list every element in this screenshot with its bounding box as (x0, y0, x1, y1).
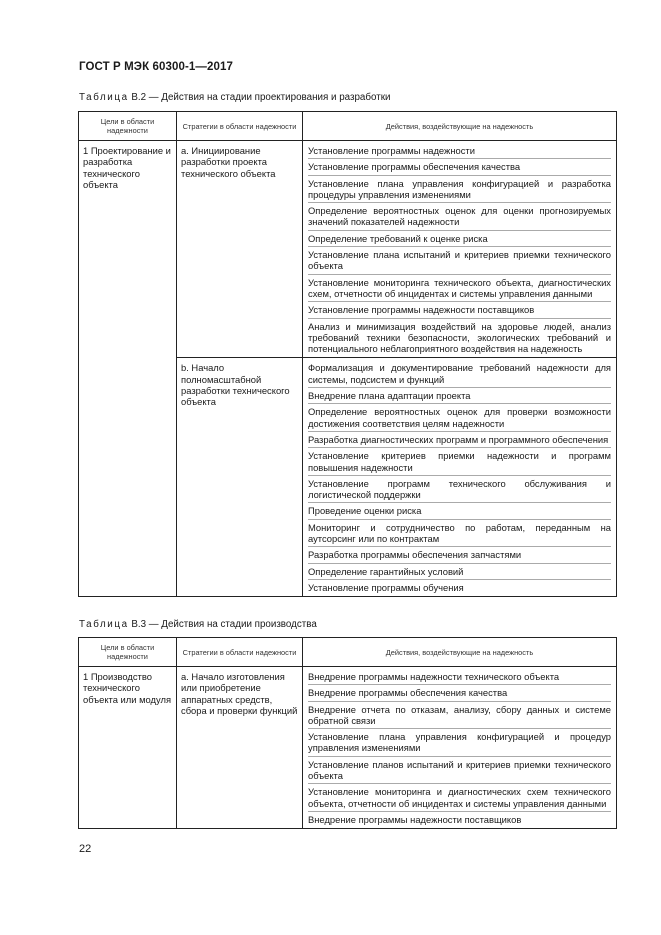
action-item: Установление программ технического обслуживания и логистической поддержки (308, 476, 611, 504)
document-header: ГОСТ Р МЭК 60300-1—2017 (79, 61, 233, 73)
strategy-cell: a. Начало изготовления или приобретение аппаратных средств, сбора и проверки функций (177, 667, 303, 829)
action-item: Внедрение программы надежности поставщиков (308, 813, 522, 825)
column-header-actions: Действия, воздействующие на надежность (303, 112, 617, 141)
column-header-goals: Цели в области надежности (79, 112, 177, 141)
caption-word: Таблица (79, 619, 129, 630)
action-item: Установление критериев приемки надежности и программ повышения надежности (308, 448, 611, 476)
table-b2-caption (79, 92, 390, 103)
caption-word: Таблица (79, 92, 129, 103)
action-item: Установление мониторинга технического объекта, диагностических схем, отчетности об инцидентах и системы управления данными (308, 275, 611, 303)
action-item: Мониторинг и сотрудничество по работам, переданным на аутсорсинг или по контрактам (308, 520, 611, 548)
action-item: Внедрение плана адаптации проекта (308, 388, 611, 404)
action-item: Установление программы надежности (308, 143, 611, 159)
action-item: Определение требований к оценке риска (308, 231, 611, 247)
actions-cell (303, 358, 617, 597)
action-item: Внедрение программы обеспечения качества (308, 685, 611, 701)
column-header-actions: Действия, воздействующие на надежность (303, 638, 617, 667)
goal-cell: 1 Производство технического объекта или модуля (79, 667, 177, 829)
action-item: Внедрение программы надежности технического объекта (308, 669, 611, 685)
goal-cell: 1 Проектирование и разработка технического объекта (79, 141, 177, 597)
action-item: Разработка диагностических программ и программного обеспечения (308, 432, 611, 448)
action-item: Установление мониторинга и диагностических схем технического объекта, отчетности об инцидентах и системы управления данными (308, 784, 611, 812)
actions-cell (303, 141, 617, 358)
action-item: Определение гарантийных условий (308, 564, 611, 580)
action-item: Установление плана управления конфигурацией и процедур управления изменениями (308, 729, 611, 757)
column-header-strategies: Стратегии в области надежности (177, 638, 303, 667)
column-header-strategies: Стратегии в области надежности (177, 112, 303, 141)
action-item: Формализация и документирование требований надежности для системы, подсистем и функций (308, 360, 611, 388)
action-item: Установление плана испытаний и критериев приемки технического объекта (308, 247, 611, 275)
page-number: 22 (79, 843, 92, 855)
action-item: Определение вероятностных оценок для проверки возможности достижения соответствия целям надежности (308, 404, 611, 432)
strategy-cell: b. Начало полномасштабной разработки технического объекта (177, 358, 303, 597)
action-item: Разработка программы обеспечения запчастями (308, 547, 611, 563)
caption-text: В.2 — Действия на стадии проектирования и разработки (131, 92, 391, 103)
action-item: Проведение оценки риска (308, 503, 611, 519)
caption-text: В.3 — Действия на стадии производства (131, 619, 317, 630)
action-item: Установление программы надежности поставщиков (308, 302, 611, 318)
actions-cell (303, 667, 617, 829)
table-b2 (78, 111, 617, 597)
action-item: Установление программы обучения (308, 581, 464, 593)
action-item: Установление программы обеспечения качества (308, 159, 611, 175)
strategy-cell: a. Инициирование разработки проекта технического объекта (177, 141, 303, 358)
table-b3-caption (79, 619, 317, 630)
action-item: Внедрение отчета по отказам, анализу, сбору данных и системе обратной связи (308, 702, 611, 730)
column-header-goals: Цели в области надежности (79, 638, 177, 667)
action-item: Определение вероятностных оценок для оценки прогнозируемых значений показателей надежности (308, 203, 611, 231)
action-item: Анализ и минимизация воздействий на здоровье людей, анализ требований техники безопасности, экологических требований и потенциального неблагоприятного воздействия на надежность (308, 320, 611, 355)
table-b3 (78, 637, 617, 829)
action-item: Установление плана управления конфигурацией и разработка процедуры управления изменениями (308, 176, 611, 204)
action-item: Установление планов испытаний и критериев приемки технического объекта (308, 757, 611, 785)
